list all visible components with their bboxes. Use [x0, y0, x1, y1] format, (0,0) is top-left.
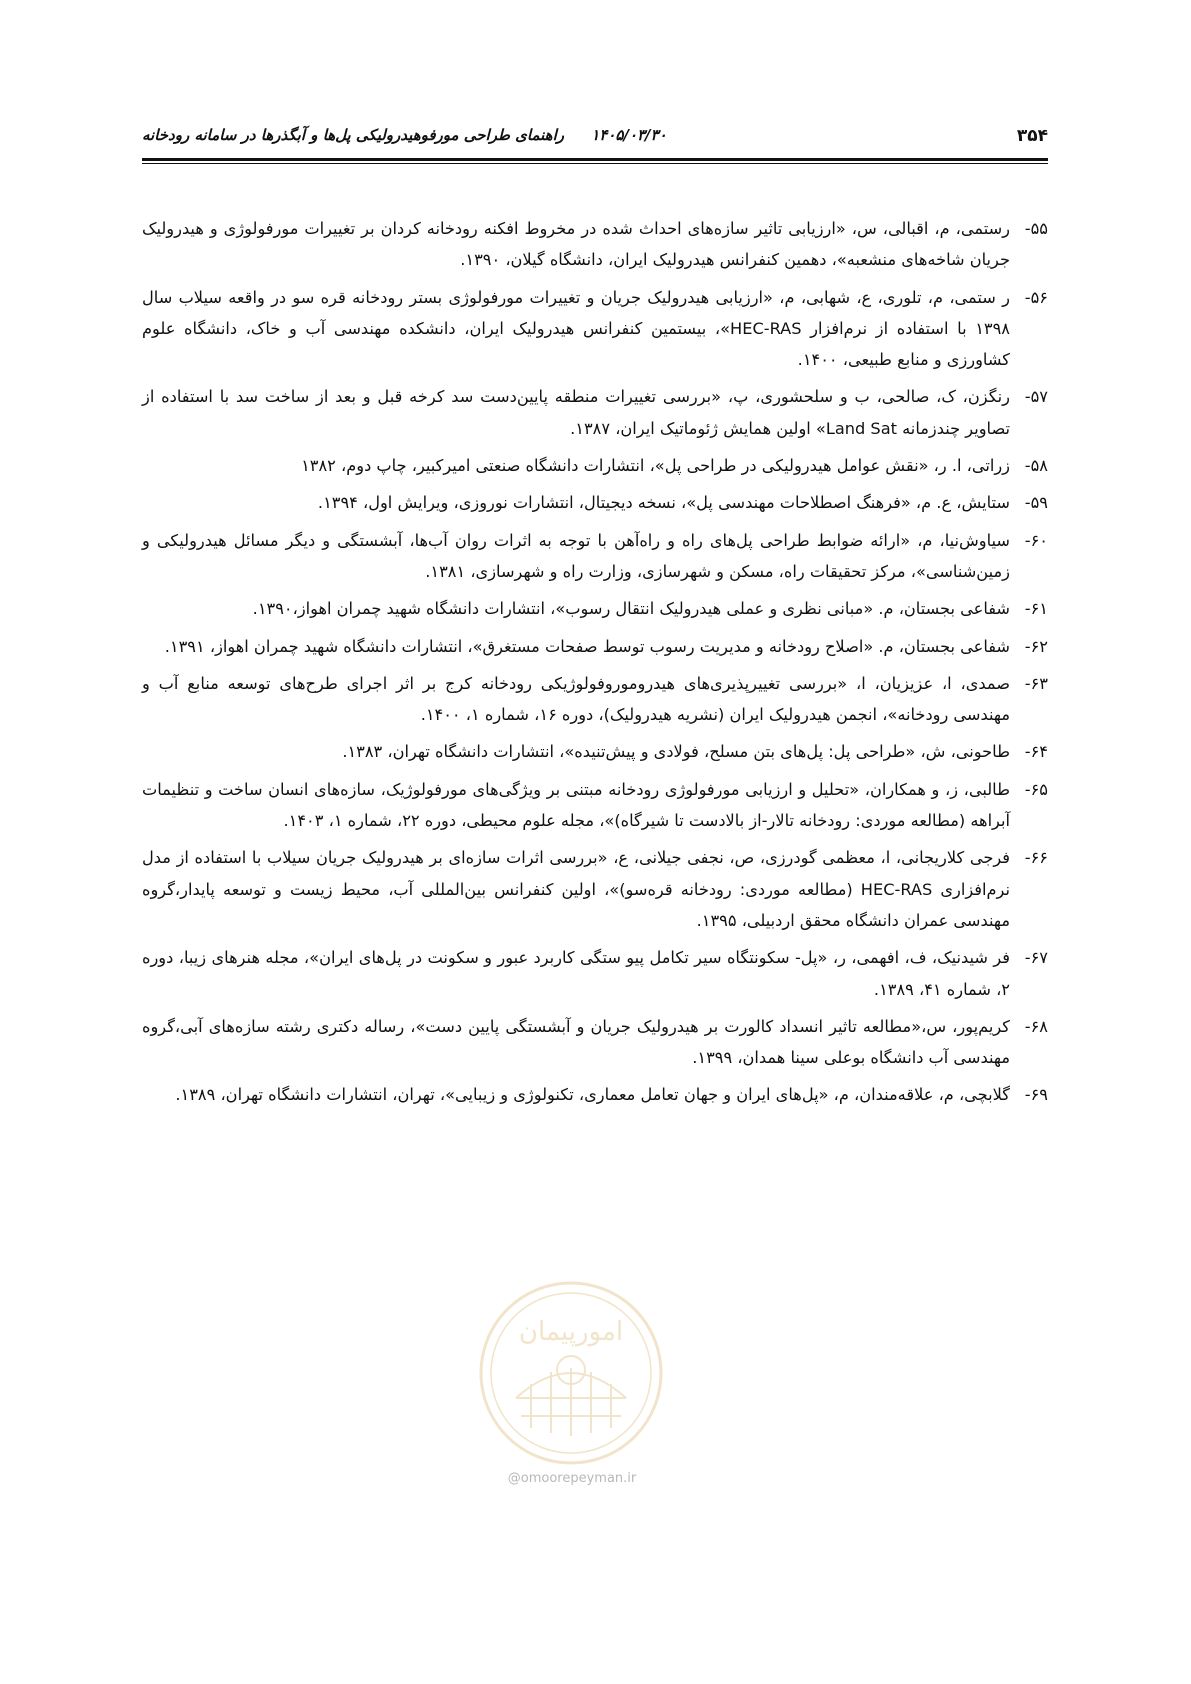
watermark-outer-ring — [481, 1283, 661, 1463]
reference-text: گلابچی، م، علاقه‌مندان، م، «پل‌های ایران و جهان تعامل معماری، تکنولوژی و زیبایی»، تهران، انتشارات دانشگاه تهران، ۱۳۸۹. — [175, 1085, 1010, 1105]
header-title: راهنمای طراحی مورفوهیدرولیکی پل‌ها و آبگذرها در سامانه رودخانه — [142, 126, 564, 144]
watermark-inner-ring — [491, 1293, 651, 1453]
reference-number: ۶۰- — [1024, 530, 1048, 550]
reference-item — [142, 381, 1048, 444]
reference-item — [142, 631, 1048, 662]
reference-number: ۶۳- — [1024, 673, 1048, 693]
reference-item — [142, 942, 1048, 1005]
header-rule-thin — [142, 163, 1048, 164]
reference-number: ۵۶- — [1024, 287, 1048, 307]
reference-number: ۶۵- — [1024, 779, 1048, 799]
header-date: ۱۴۰۵/۰۳/۳۰ — [591, 126, 667, 144]
reference-item — [142, 842, 1048, 936]
reference-number: ۵۸- — [1024, 456, 1048, 476]
reference-item — [142, 525, 1048, 588]
reference-number: ۶۶- — [1024, 848, 1048, 868]
reference-text: شفاعی بجستان، م. «اصلاح رودخانه و مدیریت رسوب توسط صفحات مستغرق»، انتشارات دانشگاه شهید چمران اهواز، ۱۳۹۱. — [164, 636, 1010, 656]
reference-item — [142, 668, 1048, 731]
reference-text: سیاوش‌نیا، م، «ارائه ضوابط طراحی پل‌های راه و راه‌آهن با توجه به اثرات روان آب‌ها، آبشستگی و دیگر مسائل هیدرولیکی و زمین‌شناسی»، مرکز تحقیقات راه، مسکن و شهرسازی، وزارت راه و شهرسازی، ۱۳۸۱. — [142, 530, 1010, 581]
reference-text: شفاعی بجستان، م. «مبانی نظری و عملی هیدرولیک انتقال رسوب»، انتشارات دانشگاه شهید چمران اهواز،۱۳۹۰. — [252, 599, 1010, 619]
reference-number: ۶۲- — [1024, 636, 1048, 656]
reference-text: طالبی، ز، و همکاران، «تحلیل و ارزیابی مورفولوژی رودخانه مبتنی بر ویژگی‌های مورفولوژیک، سازه‌های انسان ساخت و تنظیمات آبراهه (مطالعه موردی: رودخانه تالار-از بالادست تا شیرگاه)»، مجله علوم محیطی، دوره ۲۲، شماره ۱، ۱۴۰۳. — [142, 779, 1010, 831]
header-rule-thick — [142, 158, 1048, 161]
reference-number: ۶۸- — [1024, 1016, 1048, 1036]
reference-text: رستمی، م، اقبالی، س، «ارزیابی تاثیر سازه‌های احداث شده در مخروط افکنه رودخانه کردان بر تغییرات مورفولوژی و هیدرولیک جریان شاخه‌های منشعبه»، دهمین کنفرانس هیدرولیک ایران، دانشگاه گیلان، ۱۳۹۰. — [142, 219, 1010, 270]
reference-text: فرجی کلاریجانی، ا، معظمی گودرزی، ص، نجفی جیلانی، ع، «بررسی اثرات سازه‌ای بر هیدرولیک جریان سیلاب با استفاده از مدل نرم‌افزاری HEC-RAS (مطالعه موردی: رودخانه قره‌سو)»، اولین کنفرانس بین‌المللی آب، محیط زیست و توسعه پایدار،گروه مهندسی عمران دانشگاه محقق اردبیلی، ۱۳۹۵. — [142, 848, 1010, 930]
reference-number: ۵۷- — [1024, 387, 1048, 407]
page-number: ۳۵۴ — [1016, 126, 1048, 146]
reference-number: ۶۴- — [1024, 742, 1048, 762]
reference-text: طاحونی، ش، «طراحی پل: پل‌های بتن مسلح، فولادی و پیش‌تنیده»، انتشارات دانشگاه تهران، ۱۳۸۳. — [342, 742, 1010, 762]
reference-text: رنگزن، ک، صالحی، ب و سلحشوری، پ، «بررسی تغییرات منطقه پایین‌دست سد کرخه قبل و بعد از ساخت سد با استفاده از تصاویر چندزمانه Land Sat» اولین همایش ژئوماتیک ایران، ۱۳۸۷. — [142, 387, 1010, 438]
reference-text: کریم‌پور، س،«مطالعه تاثیر انسداد کالورت بر هیدرولیک جریان و آبشستگی پایین دست»، رساله دکتری رشته سازه‌های آبی،گروه مهندسی آب دانشگاه بوعلی سینا همدان، ۱۳۹۹. — [142, 1016, 1010, 1068]
watermark-logo — [476, 1278, 666, 1468]
reference-list — [142, 213, 1048, 1117]
reference-item — [142, 1079, 1048, 1110]
reference-item — [142, 450, 1048, 481]
reference-number: ۵۵- — [1024, 219, 1048, 238]
reference-item — [142, 282, 1048, 376]
reference-item — [142, 593, 1048, 624]
reference-item — [142, 774, 1048, 837]
reference-number: ۵۹- — [1024, 493, 1048, 513]
reference-text: ستایش، ع. م، «فرهنگ اصطلاحات مهندسی پل»، نسخه دیجیتال، انتشارات نوروزی، ویرایش اول، ۱۳۹۴. — [317, 493, 1010, 513]
reference-number: ۶۹- — [1024, 1085, 1048, 1105]
reference-number: ۶۷- — [1024, 948, 1048, 968]
reference-text: فر شیدنیک، ف، افهمی، ر، «پل- سکونتگاه سیر تکامل پیو ستگی کاربرد عبور و سکونت در پل‌های ایران»، مجله هنرهای زیبا، دوره ۲، شماره ۴۱، ۱۳۸۹. — [142, 948, 1010, 999]
reference-item — [142, 213, 1048, 276]
reference-number: ۶۱- — [1024, 599, 1048, 619]
reference-item — [142, 1011, 1048, 1074]
reference-text: زراتی، ا. ر، «نقش عوامل هیدرولیکی در طراحی پل»، انتشارات دانشگاه صنعتی امیرکبیر، چاپ دوم، ۱۳۸۲ — [301, 456, 1010, 476]
header-title-block — [142, 126, 667, 144]
gear-icon — [557, 1356, 585, 1384]
reference-item — [142, 487, 1048, 518]
watermark-bridge-grid — [516, 1368, 626, 1436]
reference-text: ر ستمی، م، تلوری، ع، شهابی، م، «ارزیابی هیدرولیک جریان و تغییرات مورفولوژی بستر رودخانه قره سو در واقعه سیلاب سال ۱۳۹۸ با استفاده از نرم‌افزار HEC-RAS»، بیستمین کنفرانس هیدرولیک ایران، دانشکده مهندسی آب و خاک، دانشگاه علوم کشاورزی و منابع طبیعی، ۱۴۰۰. — [142, 287, 1010, 370]
reference-text: صمدی، ا، عزیزیان، ا، «بررسی تغییرپذیری‌های هیدروموروفولوژیکی رودخانه کرج بر اثر اجرای طرح‌های توسعه منابع آب و مهندسی رودخانه»، انجمن هیدرولیک ایران (نشریه هیدرولیک)، دوره ۱۶، شماره ۱، ۱۴۰۰. — [142, 673, 1010, 725]
running-header — [142, 126, 1048, 152]
watermark-logo-text: امورپیمان — [518, 1317, 624, 1347]
watermark-caption: @omoorepeyman.ir — [507, 1471, 637, 1486]
reference-item — [142, 736, 1048, 767]
